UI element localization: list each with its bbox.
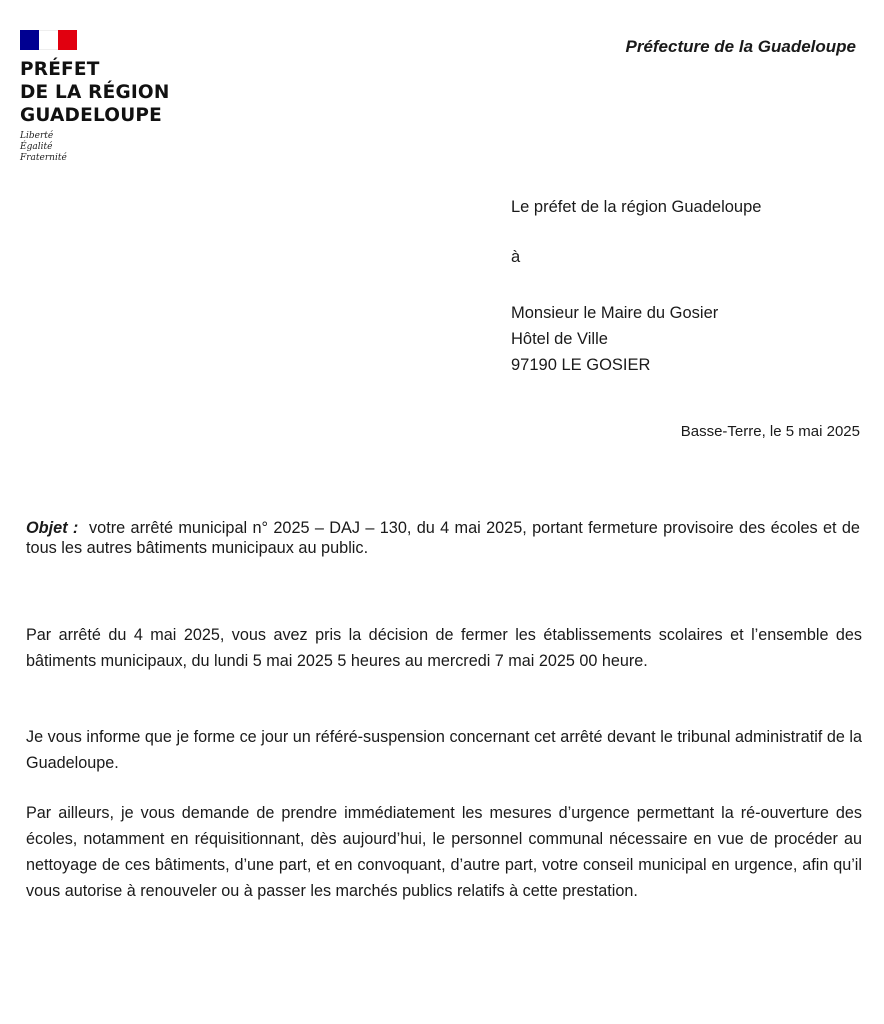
subject-line <box>26 518 860 558</box>
subject-label: Objet : <box>26 519 79 537</box>
logo-title-line: PRÉFET <box>20 59 100 80</box>
body-paragraph-1: Par arrêté du 4 mai 2025, vous avez pris la décision de fermer les établissements scolaires et l’ensemble des bâtiments municipaux, du lundi 5 mai 2025 5 heures au mercredi 7 mai 2025 00 heure. <box>26 626 862 670</box>
prefecture-header: Préfecture de la Guadeloupe <box>625 37 856 56</box>
recipient-line: Hôtel de Ville <box>511 330 608 348</box>
body-paragraph-3: Par ailleurs, je vous demande de prendre immédiatement les mesures d’urgence permettant la ré-ouverture des écoles, notamment en réquisitionnant, dès aujourd’hui, le personnel communal nécessaire en vue de procéder au nettoyage de ces bâtiments, d’une part, et en convoquant, d’autre part, votre conseil municipal en urgence, afin qu’il vous autorise à renouveler ou à passer les marchés publics relatifs à cette prestation. <box>26 804 862 900</box>
sender: Le préfet de la région Guadeloupe <box>511 198 762 216</box>
recipient-address <box>511 300 718 378</box>
motto-line: Égalité <box>20 142 53 152</box>
body-paragraph-2: Je vous informe que je forme ce jour un référé-suspension concernant cet arrêté devant le tribunal administratif de la Guadeloupe. <box>26 728 862 772</box>
marianne-flag-icon <box>20 30 77 50</box>
republic-motto <box>20 131 170 164</box>
logo-title-line: GUADELOUPE <box>20 105 163 126</box>
letter-date: Basse-Terre, le 5 mai 2025 <box>680 423 860 440</box>
addressee-to: à <box>511 248 521 266</box>
recipient-line: 97190 LE GOSIER <box>511 356 651 374</box>
motto-line: Fraternité <box>20 153 67 163</box>
subject-text: votre arrêté municipal n° 2025 – DAJ – 130, du 4 mai 2025, portant fermeture provisoire des écoles et de tous les autres bâtiments municipaux au public. <box>26 519 860 557</box>
prefecture-logo <box>20 30 170 164</box>
recipient-line: Monsieur le Maire du Gosier <box>511 304 719 322</box>
logo-title <box>20 58 170 127</box>
motto-line: Liberté <box>20 131 54 141</box>
logo-title-line: DE LA RÉGION <box>20 82 170 103</box>
